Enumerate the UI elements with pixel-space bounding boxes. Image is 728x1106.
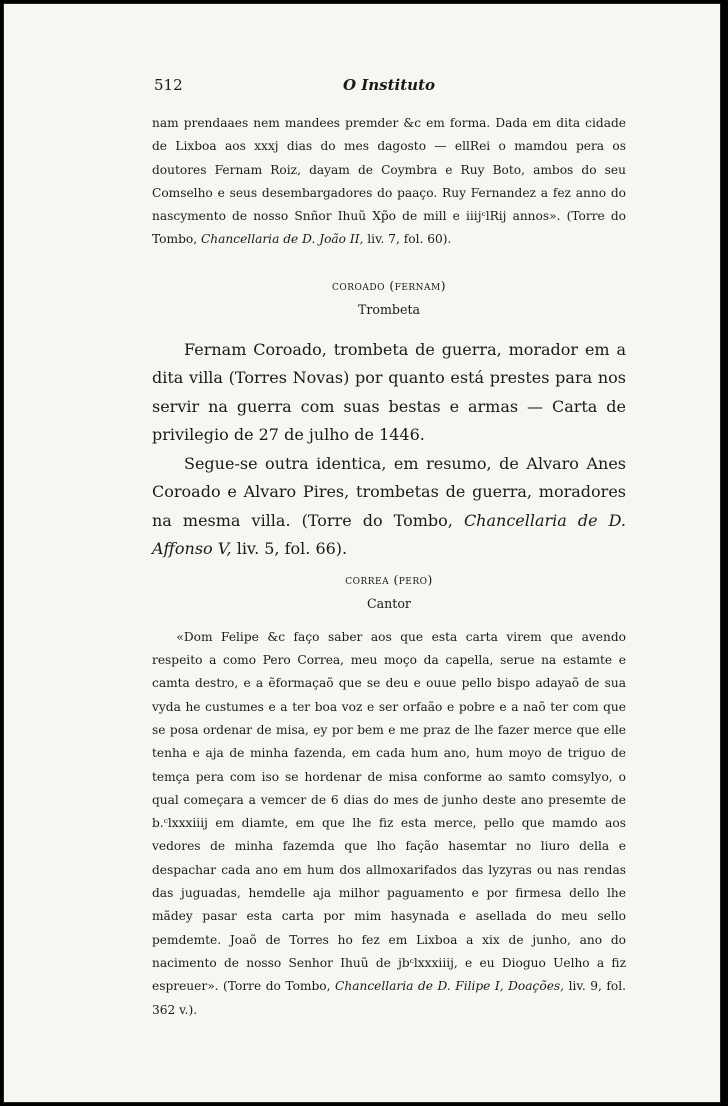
- entry-coroado-paragraph-1: Fernam Coroado, trombeta de guerra, morador em a dita villa (Torres Novas) por quanto está prestes para nos servir na guerra com suas bestas e armas — Carta de privilegio de 27 de julho de 1446.: [152, 339, 626, 445]
- intro-citation-prefix: (Torre do Tombo,: [152, 209, 627, 247]
- entry-role-trombeta: Trombeta: [357, 301, 421, 317]
- entry-correa-citation-work: Chancellaria de D. Filipe I, Doações,: [335, 979, 565, 994]
- intro-citation-suffix: liv. 7, fol. 60).: [363, 232, 452, 247]
- entry-heading-correa: correa (pero): [345, 572, 433, 587]
- entry-coroado-citation-work: Chancellaria de D. Affonso V,: [152, 510, 627, 559]
- entry-coroado-citation-suffix: liv. 5, fol. 66).: [231, 539, 348, 559]
- page-number: 512: [154, 76, 183, 94]
- entry-role-cantor: Cantor: [367, 595, 411, 611]
- intro-text: nam prendaaes nem mandees premder &c em forma. Dada em dita cidade de Lixboa aos xxxj dias do mes dagosto — ellRei o mamdou pera os doutores Fernam Roiz, dayam de Coymbra e Ruy Boto, ambos do seu Comselho e seus desembargadores do paaço. Ruy Fernandez a fez anno do nascymento de nosso Snñor Ihuũ Xp̃o de mill e iiijᶜlRij annos».: [152, 116, 626, 224]
- page-content: [152, 74, 626, 1022]
- entry-correa-citation-suffix: liv. 9, fol. 362 v.).: [152, 979, 627, 1017]
- intro-paragraph: [152, 112, 626, 252]
- entry-coroado-paragraph-2-text: Segue-se outra identica, em resumo, de Alvaro Anes Coroado e Alvaro Pires, trombetas de guerra, moradores na mesma villa. (Torre do Tombo,: [152, 453, 626, 530]
- intro-citation-work: Chancellaria de D. João II,: [200, 232, 364, 247]
- entry-correa-text: «Dom Felipe &c faço saber aos que esta carta virem que avendo respeito a como Pero Correa, meu moço da capella, serue na estamte e camta destro, e a ẽformaçaõ que se deu e ouue pello bispo adayaõ de sua vyda he custumes e a ter boa voz e ser orfaão e pobre e a naõ ter com que se posa ordenar de misa, ey por bem e me praz de lhe fazer merce que elle tenha e aja de minha fazenda, em cada hum ano, hum moyo de triguo de temça pera com iso se hordenar de misa conforme ao samto comsylyo, o qual começara a vemcer de 6 dias do mes de junho deste ano presemte de b.ᶜlxxxiiij em diamte, em que lhe fiz esta merce, pello que mamdo aos vedores de minha fazemda que lho fação hasemtar no liuro della e despachar cada ano em hum dos allmoxarifados das lyzyras ou nas rendas das juguadas, hemdelle aja milhor paguamento e por firmesa dello lhe mãdey pasar esta carta por mim hasynada e asellada do meu sello pemdemte. Joaõ de Torres ho fez em Lixboa a xix de junho, ano do nacimento de nosso Senhor Ihuũ de jbᶜlxxxiiij, e eu Dioguo Uelho a fiz espreuer». (Torre do Tombo,: [152, 629, 626, 994]
- entry-heading-coroado: coroado (fernam): [331, 278, 447, 293]
- page-sheet: [3, 3, 721, 1103]
- running-header: [152, 74, 626, 98]
- running-title: O Instituto: [342, 76, 436, 94]
- entry-correa-paragraph: [152, 626, 626, 1022]
- entry-coroado-paragraph-2: [152, 450, 626, 564]
